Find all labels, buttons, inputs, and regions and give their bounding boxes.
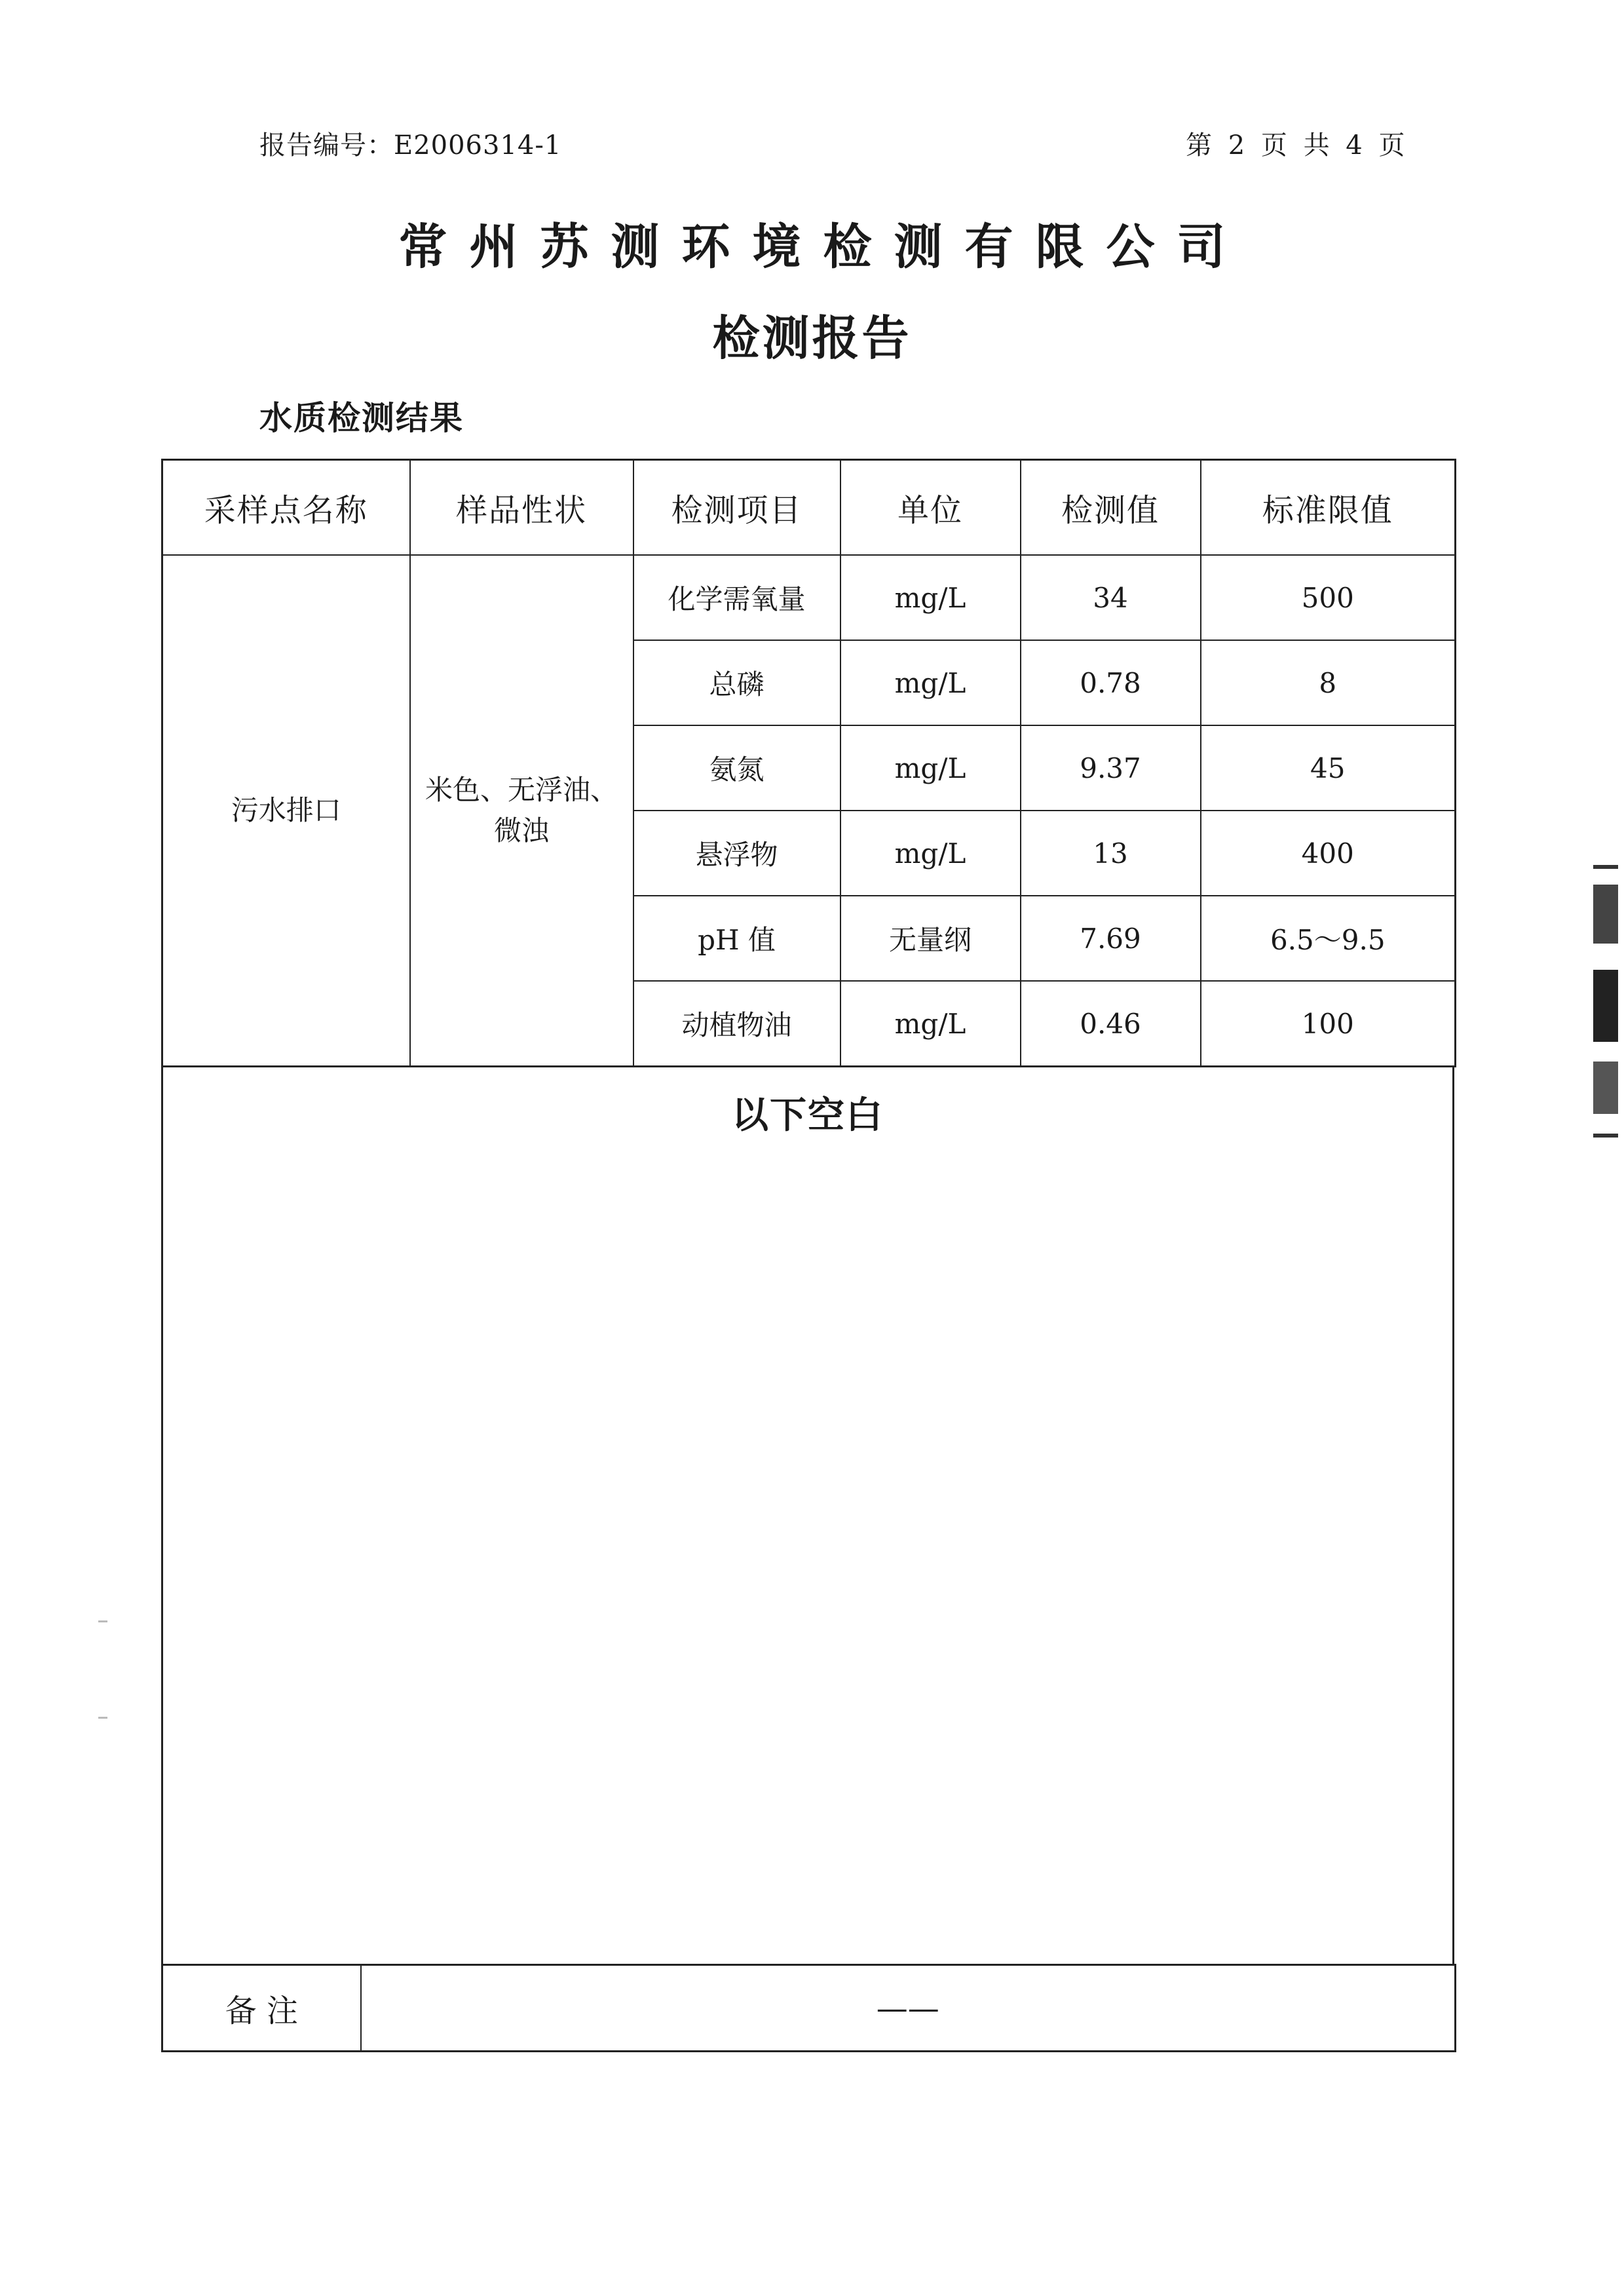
item-cell: 悬浮物: [633, 811, 840, 896]
item-cell: 氨氮: [633, 725, 840, 811]
table-header-row: [162, 460, 1456, 556]
blank-area: [161, 1067, 1454, 1965]
remarks-row: [162, 1965, 1456, 2052]
limit-cell: 400: [1201, 811, 1456, 896]
remarks-table: [161, 1964, 1456, 2052]
item-cell: 动植物油: [633, 981, 840, 1067]
value-cell: 34: [1021, 555, 1201, 640]
seal-segment: [1593, 885, 1618, 944]
remarks-value: ——: [361, 1965, 1456, 2052]
results-table: [161, 459, 1456, 1067]
header-sample-character: 样品性状: [410, 460, 633, 556]
scan-speck: [98, 1717, 107, 1719]
unit-cell: mg/L: [840, 640, 1021, 725]
section-title: 水质检测结果: [259, 398, 464, 437]
document-title: 检测报告: [712, 310, 912, 366]
item-cell: 化学需氧量: [633, 555, 840, 640]
sample-character-line: 微浊: [493, 814, 549, 847]
seal-stamp-fragment: [1591, 852, 1624, 1153]
unit-cell: mg/L: [840, 555, 1021, 640]
company-name: 常州苏测环境检测有限公司: [398, 219, 1248, 275]
limit-cell: 6.5～9.5: [1201, 896, 1456, 981]
seal-segment: [1593, 1134, 1618, 1138]
page-indicator: 第 2 页 共 4 页: [1186, 130, 1409, 161]
value-cell: 0.46: [1021, 981, 1201, 1067]
unit-cell: 无量纲: [840, 896, 1021, 981]
scan-speck: [98, 1620, 107, 1622]
seal-segment: [1593, 865, 1618, 869]
table-row: [162, 555, 1456, 640]
header-value: 检测值: [1021, 460, 1201, 556]
limit-cell: 8: [1201, 640, 1456, 725]
header-limit: 标准限值: [1201, 460, 1456, 556]
unit-cell: mg/L: [840, 811, 1021, 896]
unit-cell: mg/L: [840, 981, 1021, 1067]
item-cell: 总磷: [633, 640, 840, 725]
limit-cell: 45: [1201, 725, 1456, 811]
value-cell: 7.69: [1021, 896, 1201, 981]
limit-cell: 100: [1201, 981, 1456, 1067]
sample-character-cell: [410, 555, 633, 1067]
limit-cell: 500: [1201, 555, 1456, 640]
value-cell: 0.78: [1021, 640, 1201, 725]
unit-cell: mg/L: [840, 725, 1021, 811]
report-number: 报告编号：E2006314-1: [259, 130, 562, 161]
sampling-point-cell: 污水排口: [162, 555, 410, 1067]
header-sampling-point: 采样点名称: [162, 460, 410, 556]
header-test-item: 检测项目: [633, 460, 840, 556]
seal-segment: [1593, 970, 1618, 1042]
value-cell: 13: [1021, 811, 1201, 896]
remarks-label: 备 注: [162, 1965, 361, 2052]
item-cell: pH 值: [633, 896, 840, 981]
value-cell: 9.37: [1021, 725, 1201, 811]
seal-segment: [1593, 1062, 1618, 1114]
blank-below-note: 以下空白: [732, 1094, 884, 1137]
sample-character-line: 米色、无浮油、: [425, 774, 618, 806]
header-unit: 单位: [840, 460, 1021, 556]
